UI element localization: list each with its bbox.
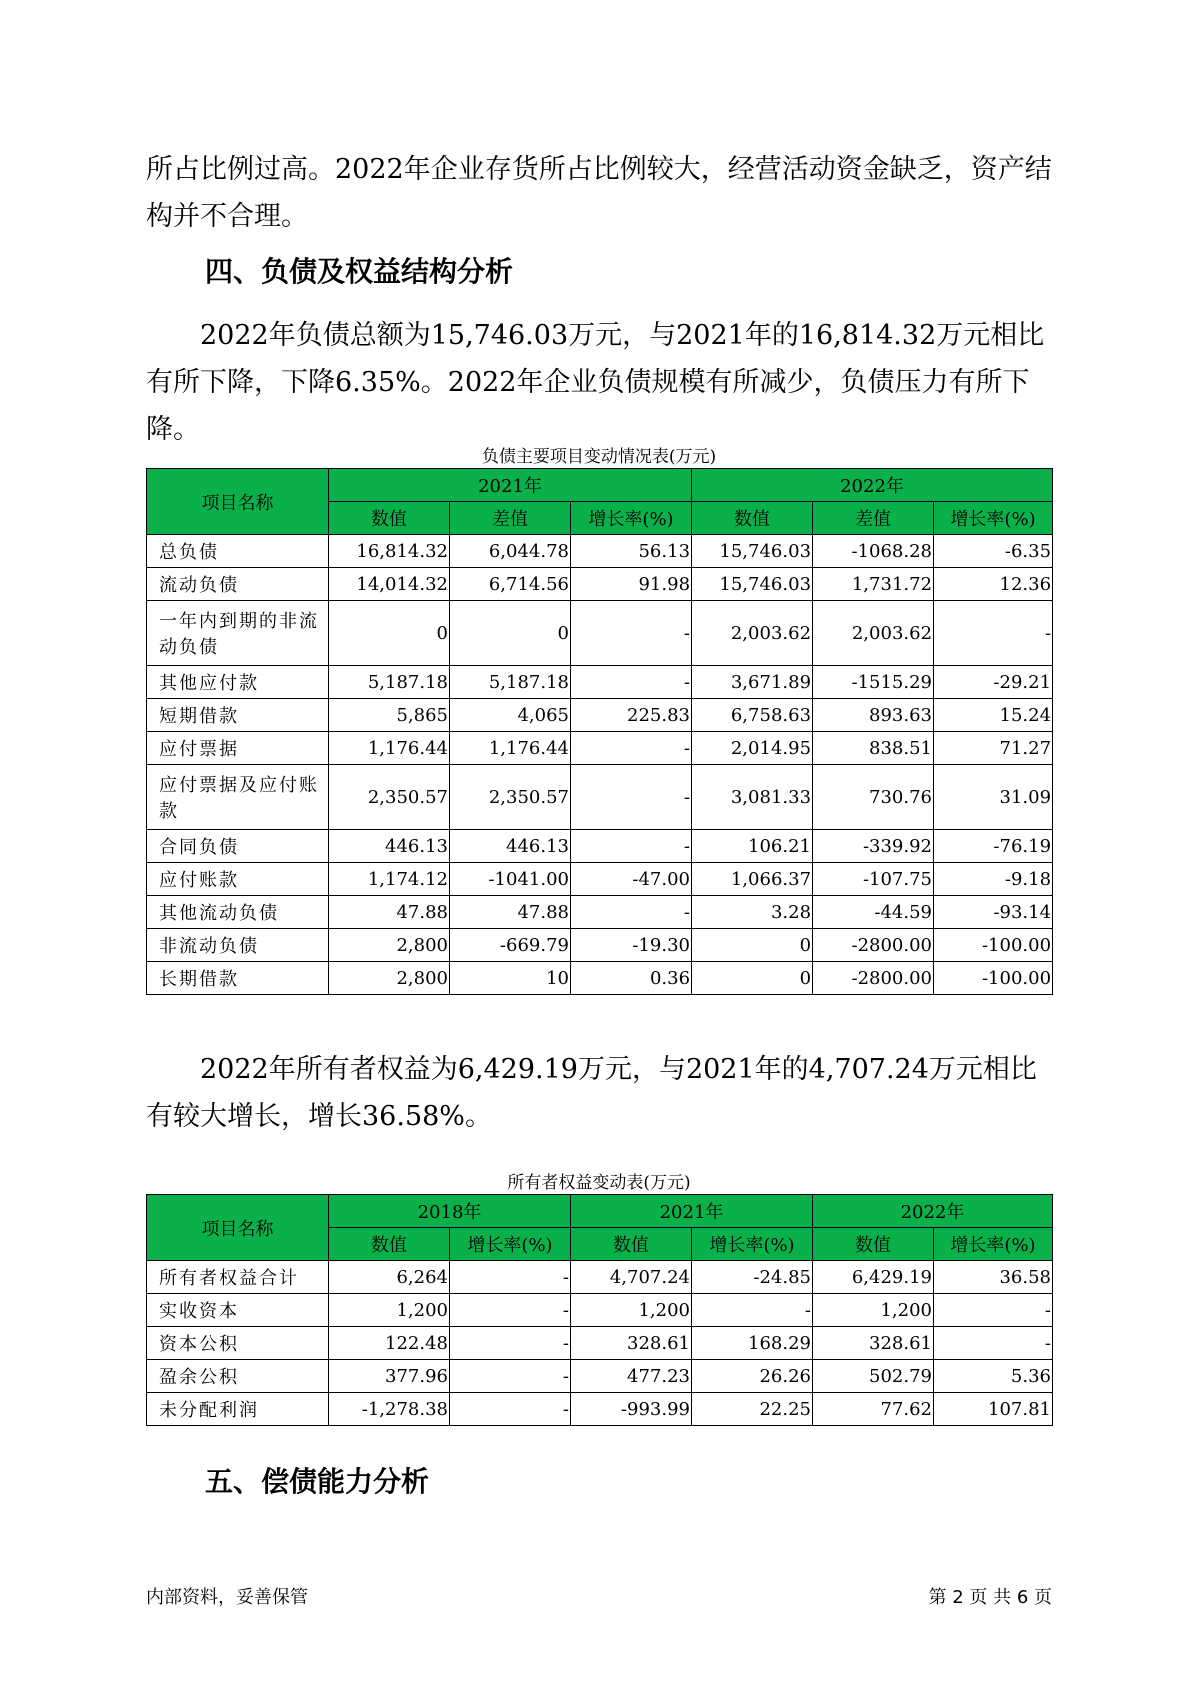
value-cell: -29.21 (934, 666, 1053, 699)
value-cell: - (571, 765, 692, 830)
value-cell: 2,350.57 (329, 765, 450, 830)
row-label-cell: 其他流动负债 (147, 896, 329, 929)
value-cell: 2,350.57 (450, 765, 571, 830)
header-difference: 差值 (450, 502, 571, 535)
row-label-cell: 所有者权益合计 (147, 1261, 329, 1294)
value-cell: -2800.00 (813, 929, 934, 962)
value-cell: 6,044.78 (450, 535, 571, 568)
value-cell: 6,714.56 (450, 568, 571, 601)
value-cell: 1,174.12 (329, 863, 450, 896)
value-cell: 71.27 (934, 732, 1053, 765)
value-cell: 0 (450, 601, 571, 666)
value-cell: - (571, 666, 692, 699)
header-growth-rate: 增长率(%) (934, 1228, 1053, 1261)
value-cell: 0 (329, 601, 450, 666)
value-cell: -107.75 (813, 863, 934, 896)
value-cell: -2800.00 (813, 962, 934, 995)
value-cell: 2,003.62 (813, 601, 934, 666)
value-cell: - (934, 1294, 1053, 1327)
value-cell: - (934, 1327, 1053, 1360)
section-heading-liability-equity: 四、负债及权益结构分析 (205, 255, 514, 288)
value-cell: -1,278.38 (329, 1393, 450, 1426)
row-label-cell: 应付账款 (147, 863, 329, 896)
table-caption-equity: 所有者权益变动表(万元) (507, 1173, 691, 1193)
table-row (147, 896, 1053, 929)
value-cell: 12.36 (934, 568, 1053, 601)
value-cell: -47.00 (571, 863, 692, 896)
header-year-2021: 2021年 (329, 469, 692, 502)
value-cell: 3.28 (692, 896, 813, 929)
row-label-cell: 实收资本 (147, 1294, 329, 1327)
equity-table (146, 1194, 1053, 1426)
header-difference: 差值 (813, 502, 934, 535)
value-cell: 4,707.24 (571, 1261, 692, 1294)
value-cell: - (571, 601, 692, 666)
value-cell: 838.51 (813, 732, 934, 765)
table-row (147, 1261, 1053, 1294)
value-cell: -1515.29 (813, 666, 934, 699)
value-cell: -9.18 (934, 863, 1053, 896)
table-row (147, 535, 1053, 568)
value-cell: 77.62 (813, 1393, 934, 1426)
value-cell: - (450, 1360, 571, 1393)
header-year-2018: 2018年 (329, 1195, 571, 1228)
header-year-2022: 2022年 (692, 469, 1053, 502)
table-row (147, 1294, 1053, 1327)
value-cell: 122.48 (329, 1327, 450, 1360)
value-cell: 328.61 (571, 1327, 692, 1360)
value-cell: -1041.00 (450, 863, 571, 896)
value-cell: - (571, 896, 692, 929)
liabilities-table (146, 468, 1053, 995)
value-cell: 377.96 (329, 1360, 450, 1393)
value-cell: 0.36 (571, 962, 692, 995)
header-value: 数值 (329, 1228, 450, 1261)
table-row (147, 962, 1053, 995)
value-cell: -993.99 (571, 1393, 692, 1426)
value-cell: 107.81 (934, 1393, 1053, 1426)
value-cell: 47.88 (450, 896, 571, 929)
value-cell: -76.19 (934, 830, 1053, 863)
value-cell: 0 (692, 929, 813, 962)
row-label-cell: 流动负债 (147, 568, 329, 601)
value-cell: 4,065 (450, 699, 571, 732)
value-cell: -93.14 (934, 896, 1053, 929)
table-row (147, 699, 1053, 732)
table-row (147, 830, 1053, 863)
header-value: 数值 (813, 1228, 934, 1261)
value-cell: 91.98 (571, 568, 692, 601)
value-cell: -100.00 (934, 962, 1053, 995)
row-label-cell: 非流动负债 (147, 929, 329, 962)
table-row (147, 601, 1053, 666)
value-cell: -339.92 (813, 830, 934, 863)
value-cell: 477.23 (571, 1360, 692, 1393)
table-row (147, 929, 1053, 962)
table-row (147, 568, 1053, 601)
value-cell: 2,014.95 (692, 732, 813, 765)
value-cell: 5.36 (934, 1360, 1053, 1393)
value-cell: 2,800 (329, 962, 450, 995)
value-cell: 168.29 (692, 1327, 813, 1360)
row-label-cell: 资本公积 (147, 1327, 329, 1360)
value-cell: 15.24 (934, 699, 1053, 732)
value-cell: -669.79 (450, 929, 571, 962)
value-cell: 893.63 (813, 699, 934, 732)
table-row (147, 1327, 1053, 1360)
value-cell: 31.09 (934, 765, 1053, 830)
value-cell: - (692, 1294, 813, 1327)
row-label-cell: 一年内到期的非流动负债 (147, 601, 329, 666)
value-cell: 3,671.89 (692, 666, 813, 699)
footer-confidential-note: 内部资料，妥善保管 (146, 1587, 308, 1608)
value-cell: 3,081.33 (692, 765, 813, 830)
value-cell: 36.58 (934, 1261, 1053, 1294)
header-item-name: 项目名称 (147, 1195, 329, 1261)
value-cell: - (450, 1327, 571, 1360)
value-cell: -44.59 (813, 896, 934, 929)
row-label-cell: 合同负债 (147, 830, 329, 863)
value-cell: 1,200 (329, 1294, 450, 1327)
value-cell: 5,187.18 (329, 666, 450, 699)
value-cell: - (450, 1294, 571, 1327)
value-cell: - (571, 830, 692, 863)
row-label-cell: 盈余公积 (147, 1360, 329, 1393)
table-row (147, 863, 1053, 896)
table-row (147, 1360, 1053, 1393)
paragraph-equity-summary: 2022年所有者权益为6,429.19万元，与2021年的4,707.24万元相比有较大增长，增长36.58%。 (146, 1054, 1037, 1132)
value-cell: 15,746.03 (692, 568, 813, 601)
value-cell: 10 (450, 962, 571, 995)
section-heading-solvency: 五、偿债能力分析 (205, 1465, 430, 1498)
row-label-cell: 其他应付款 (147, 666, 329, 699)
header-year-2021: 2021年 (571, 1195, 813, 1228)
table-row (147, 765, 1053, 830)
value-cell: 106.21 (692, 830, 813, 863)
value-cell: - (934, 601, 1053, 666)
row-label-cell: 短期借款 (147, 699, 329, 732)
row-label-cell: 应付票据 (147, 732, 329, 765)
table-caption-liabilities: 负债主要项目变动情况表(万元) (481, 447, 717, 467)
value-cell: 6,429.19 (813, 1261, 934, 1294)
header-value: 数值 (692, 502, 813, 535)
table-row (147, 1393, 1053, 1426)
value-cell: 1,200 (813, 1294, 934, 1327)
value-cell: 0 (692, 962, 813, 995)
value-cell: - (450, 1393, 571, 1426)
value-cell: 2,800 (329, 929, 450, 962)
value-cell: 56.13 (571, 535, 692, 568)
table-row (147, 666, 1053, 699)
value-cell: 502.79 (813, 1360, 934, 1393)
value-cell: 6,264 (329, 1261, 450, 1294)
value-cell: 16,814.32 (329, 535, 450, 568)
row-label-cell: 长期借款 (147, 962, 329, 995)
header-value: 数值 (329, 502, 450, 535)
header-growth-rate: 增长率(%) (571, 502, 692, 535)
value-cell: - (571, 732, 692, 765)
value-cell: 2,003.62 (692, 601, 813, 666)
value-cell: 6,758.63 (692, 699, 813, 732)
header-growth-rate: 增长率(%) (692, 1228, 813, 1261)
row-label-cell: 未分配利润 (147, 1393, 329, 1426)
value-cell: 1,066.37 (692, 863, 813, 896)
table-row (147, 732, 1053, 765)
header-value: 数值 (571, 1228, 692, 1261)
value-cell: 1,200 (571, 1294, 692, 1327)
value-cell: 15,746.03 (692, 535, 813, 568)
value-cell: 1,176.44 (450, 732, 571, 765)
value-cell: -19.30 (571, 929, 692, 962)
paragraph-asset-structure: 所占比例过高。2022年企业存货所占比例较大，经营活动资金缺乏，资产结构并不合理。 (146, 154, 1052, 232)
header-growth-rate: 增长率(%) (934, 502, 1053, 535)
value-cell: 26.26 (692, 1360, 813, 1393)
value-cell: 14,014.32 (329, 568, 450, 601)
value-cell: 47.88 (329, 896, 450, 929)
value-cell: 446.13 (329, 830, 450, 863)
value-cell: -100.00 (934, 929, 1053, 962)
value-cell: 1,176.44 (329, 732, 450, 765)
value-cell: 225.83 (571, 699, 692, 732)
value-cell: 328.61 (813, 1327, 934, 1360)
header-year-2022: 2022年 (813, 1195, 1053, 1228)
value-cell: 5,187.18 (450, 666, 571, 699)
value-cell: 5,865 (329, 699, 450, 732)
value-cell: 446.13 (450, 830, 571, 863)
value-cell: 22.25 (692, 1393, 813, 1426)
value-cell: 1,731.72 (813, 568, 934, 601)
footer-page-number: 第 2 页 共 6 页 (928, 1587, 1052, 1608)
row-label-cell: 应付票据及应付账款 (147, 765, 329, 830)
header-item-name: 项目名称 (147, 469, 329, 535)
value-cell: -24.85 (692, 1261, 813, 1294)
paragraph-liability-summary: 2022年负债总额为15,746.03万元，与2021年的16,814.32万元相比有所下降，下降6.35%。2022年企业负债规模有所减少，负债压力有所下降。 (146, 320, 1045, 445)
value-cell: - (450, 1261, 571, 1294)
value-cell: -1068.28 (813, 535, 934, 568)
value-cell: -6.35 (934, 535, 1053, 568)
header-growth-rate: 增长率(%) (450, 1228, 571, 1261)
row-label-cell: 总负债 (147, 535, 329, 568)
value-cell: 730.76 (813, 765, 934, 830)
